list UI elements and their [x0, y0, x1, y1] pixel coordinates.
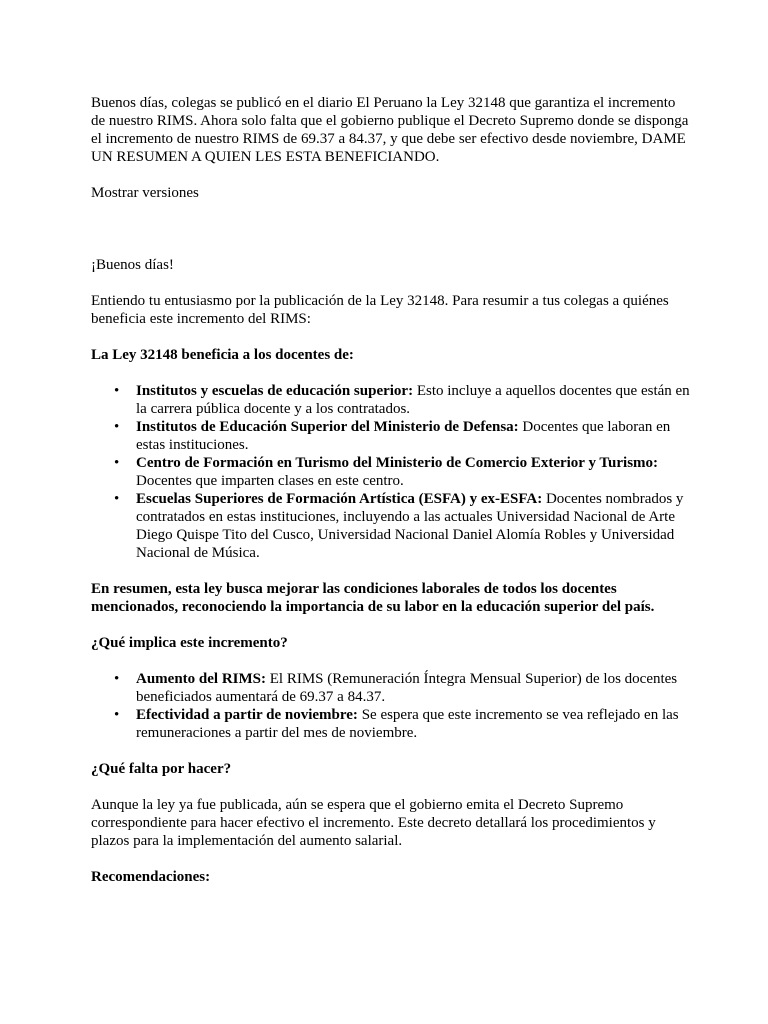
response-intro: Entiendo tu entusiasmo por la publicación de la Ley 32148. Para resumir a tus colegas a quiénes beneficia este incremento del RIMS: — [91, 293, 669, 327]
bullet-icon: • — [114, 707, 120, 723]
pending-paragraph: Aunque la ley ya fue publicada, aún se espera que el gobierno emita el Decreto Supremo correspondiente para hacer efectivo el incremento. Este decreto detallará los procedimientos y plazos para la implementación del aumento salarial. — [91, 797, 656, 849]
list-item — [114, 490, 691, 562]
implications-list — [91, 670, 691, 742]
list-item-text: Docentes que imparten clases en este centro. — [136, 473, 404, 489]
list-item-title: Efectividad a partir de noviembre: — [136, 707, 358, 723]
list-item — [114, 418, 691, 454]
list-item-title: Aumento del RIMS: — [136, 671, 266, 687]
bullet-icon: • — [114, 383, 120, 399]
list-item — [114, 706, 691, 742]
list-item — [114, 670, 691, 706]
list-item-title: Escuelas Superiores de Formación Artística (ESFA) y ex-ESFA: — [136, 491, 543, 507]
list-item — [114, 454, 691, 490]
document-page — [91, 94, 691, 904]
response-greeting: ¡Buenos días! — [91, 257, 174, 273]
recommendations-heading: Recomendaciones: — [91, 869, 211, 885]
list-item-title: Centro de Formación en Turismo del Ministerio de Comercio Exterior y Turismo: — [136, 455, 659, 471]
list-item — [114, 382, 691, 418]
list-item-text: Docentes nombrados y contratados en estas instituciones, incluyendo a las actuales Universidad Nacional de Arte Diego Quispe Tito del Cusco, Universidad Nacional Daniel Alomía Robles y Universidad Nacional de Música. — [136, 491, 684, 561]
list-item-text: Se espera que este incremento se vea reflejado en las remuneraciones a partir del mes de noviembre. — [136, 707, 679, 741]
list-item-text: Docentes que laboran en estas instituciones. — [136, 419, 671, 453]
beneficiaries-heading: La Ley 32148 beneficia a los docentes de: — [91, 347, 354, 363]
bullet-icon: • — [114, 419, 120, 435]
list-item-title: Institutos de Educación Superior del Ministerio de Defensa: — [136, 419, 519, 435]
bullet-icon: • — [114, 491, 120, 507]
user-prompt: Buenos días, colegas se publicó en el diario El Peruano la Ley 32148 que garantiza el incremento de nuestro RIMS. Ahora solo falta que el gobierno publique el Decreto Supremo donde se disponga el incremento de nuestro RIMS de 69.37 a 84.37, y que debe ser efectivo desde noviembre, DAME UN RESUMEN A QUIEN LES ESTA BENEFICIANDO. — [91, 95, 689, 165]
beneficiaries-list — [91, 382, 691, 562]
show-versions-link[interactable]: Mostrar versiones — [91, 185, 199, 201]
summary-paragraph: En resumen, esta ley busca mejorar las condiciones laborales de todos los docentes mencionados, reconociendo la importancia de su labor en la educación superior del país. — [91, 581, 655, 615]
pending-heading: ¿Qué falta por hacer? — [91, 761, 232, 777]
bullet-icon: • — [114, 671, 120, 687]
list-item-text: Esto incluye a aquellos docentes que están en la carrera pública docente y a los contratados. — [136, 383, 690, 417]
bullet-icon: • — [114, 455, 120, 471]
list-item-title: Institutos y escuelas de educación superior: — [136, 383, 414, 399]
implications-heading: ¿Qué implica este incremento? — [91, 635, 288, 651]
list-item-text: El RIMS (Remuneración Íntegra Mensual Superior) de los docentes beneficiados aumentará de 69.37 a 84.37. — [136, 671, 678, 705]
